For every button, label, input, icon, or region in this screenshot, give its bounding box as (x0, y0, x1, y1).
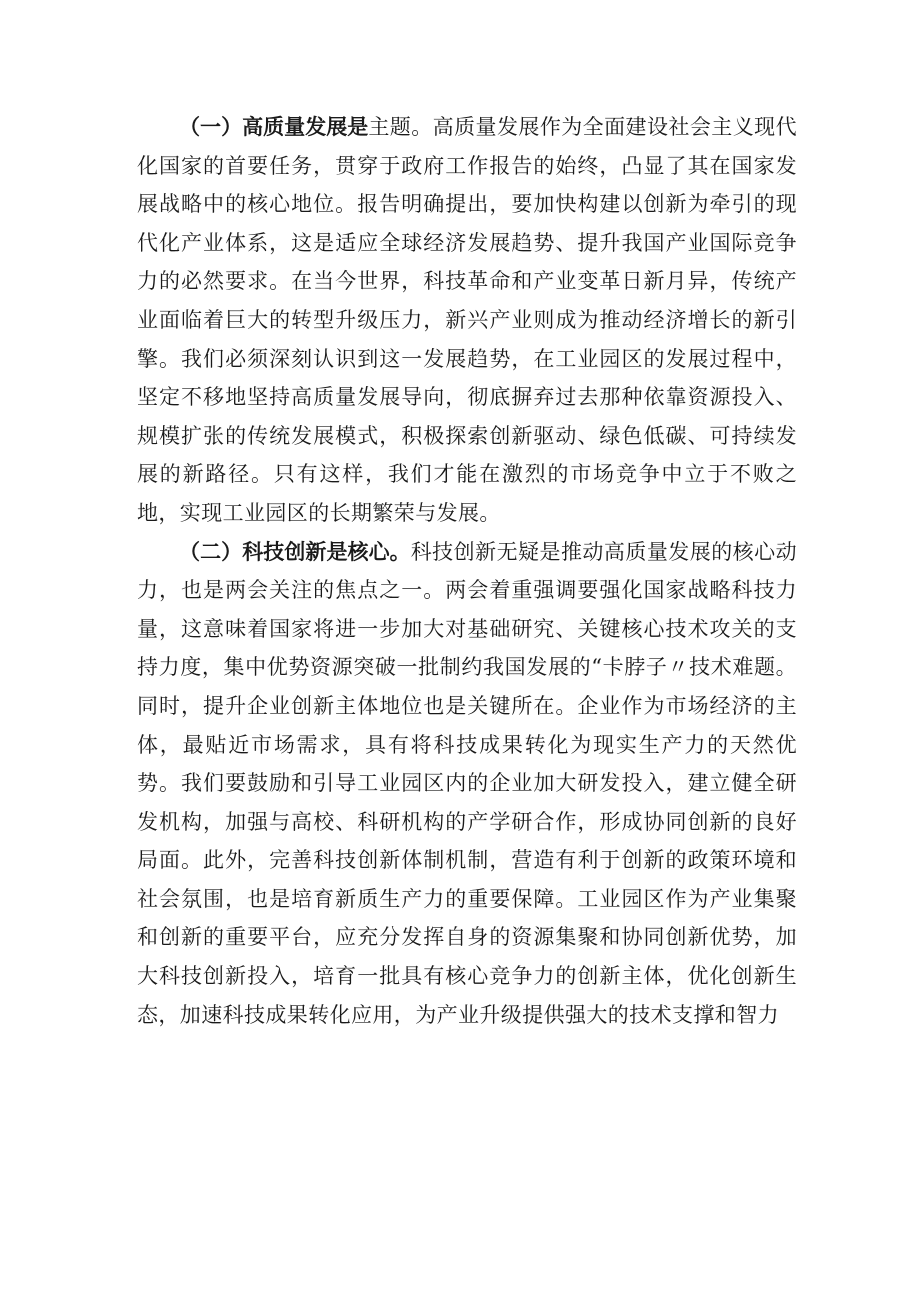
section-1-paragraph (137, 108, 797, 533)
section-2-paragraph (137, 533, 797, 1035)
section-1-body: 主题。高质量发展作为全面建设社会主义现代化国家的首要任务，贯穿于政府工作报告的始终，凸显了其在国家发展战略中的核心地位。报告明确提出，要加快构建以创新为牵引的现代化产业体系，这是适应全球经济发展趋势、提升我国产业国际竞争力的必然要求。在当今世界，科技革命和产业变革日新月异，传统产业面临着巨大的转型升级压力，新兴产业则成为推动经济增长的新引擎。我们必须深刻认识到这一发展趋势，在工业园区的发展过程中，坚定不移地坚持高质量发展导向，彻底摒弃过去那种依靠资源投入、规模扩张的传统发展模式，积极探索创新驱动、绿色低碳、可持续发展的新路径。只有这样，我们才能在激烈的市场竞争中立于不败之地，实现工业园区的长期繁荣与发展。 (137, 115, 798, 525)
document-body (137, 108, 797, 1034)
section-2-heading: （二）科技创新是核心。 (179, 539, 411, 564)
section-1-heading: （一）高质量发展是 (179, 115, 369, 139)
section-2-body: 科技创新无疑是推动高质量发展的核心动力，也是两会关注的焦点之一。两会着重强调要强化国家战略科技力量，这意味着国家将进一步加大对基础研究、关键核心技术攻关的支持力度，集中优势资源突破一批制约我国发展的“卡脖子〃技术难题。同时，提升企业创新主体地位也是关键所在。企业作为市场经济的主体，最贴近市场需求，具有将科技成果转化为现实生产力的天然优势。我们要鼓励和引导工业园区内的企业加大研发投入，建立健全研发机构，加强与高校、科研机构的产学研合作，形成协同创新的良好局面。此外，完善科技创新体制机制，营造有利于创新的政策环境和社会氛围，也是培育新质生产力的重要保障。工业园区作为产业集聚和创新的重要平台，应充分发挥自身的资源集聚和协同创新优势，加大科技创新投入，培育一批具有核心竞争力的创新主体，优化创新生态，加速科技成果转化应用，为产业升级提供强大的技术支撑和智力 (137, 539, 798, 1027)
